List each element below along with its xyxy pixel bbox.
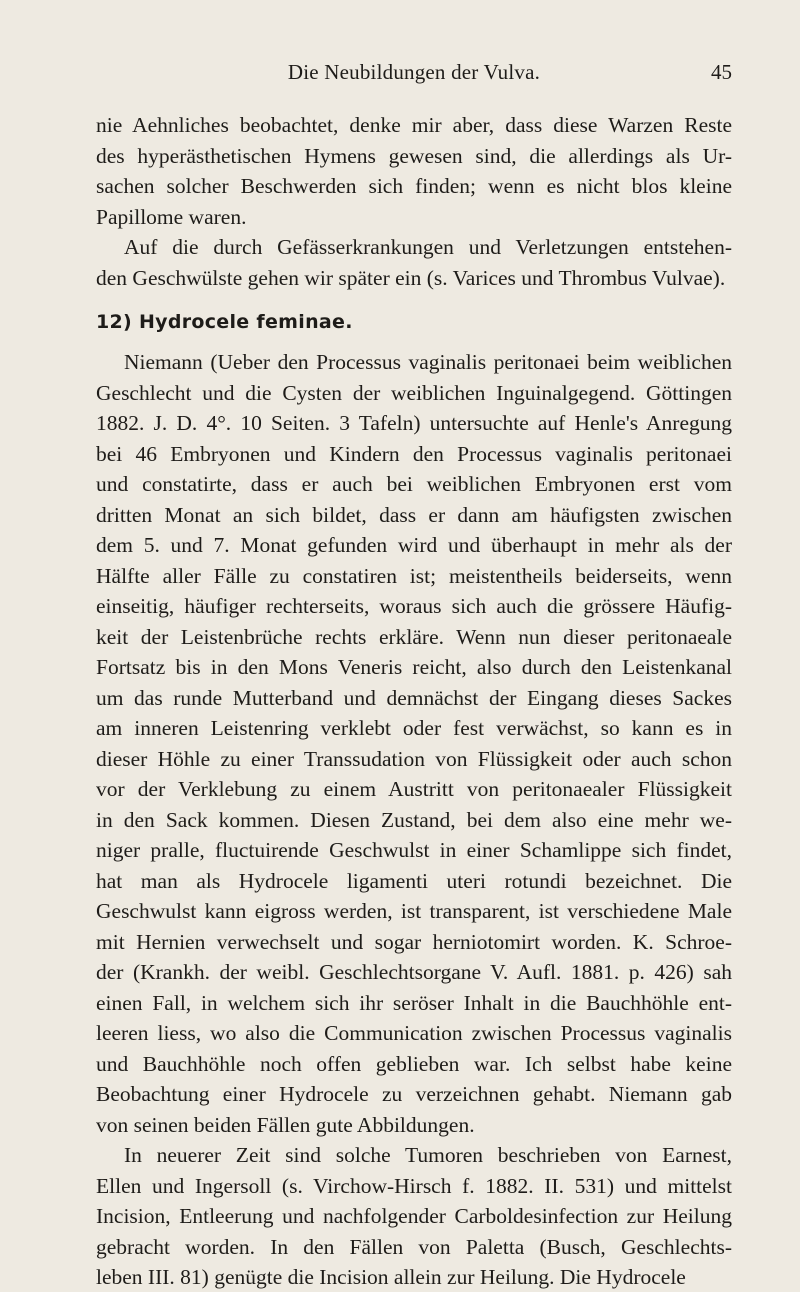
text-line: Incision, Entleerung und nachfolgender Carboldesinfection zur Heilung [96, 1204, 732, 1228]
text-line: Auf die durch Gefässerkrankungen und Verletzungen entstehen- [124, 235, 732, 259]
section-heading: 12) Hydrocele feminae. [96, 311, 353, 333]
text-line: hat man als Hydrocele ligamenti uteri rotundi bezeichnet. Die [96, 868, 732, 893]
text-line: sachen solcher Beschwerden sich finden; wenn es nicht blos kleine [96, 174, 732, 198]
text-line: des hyperästhetischen Hymens gewesen sind, die allerdings als Ur- [96, 143, 732, 168]
text-line: Ellen und Ingersoll (s. Virchow-Hirsch f. 1882. II. 531) und mittelst [96, 1173, 732, 1198]
text-line: Papillome waren. [96, 204, 247, 229]
running-title: Die Neubildungen der Vulva. [287, 60, 541, 84]
text-line: um das runde Mutterband und demnächst der Eingang dieses Sackes [96, 685, 732, 710]
text-line: der (Krankh. der weibl. Geschlechtsorgane V. Aufl. 1881. p. 426) sah [96, 960, 732, 984]
text-line: mit Hernien verwechselt und sogar herniotomirt worden. K. Schroe- [96, 929, 732, 954]
text-line: leben III. 81) genügte die Incision allein zur Heilung. Die Hydrocele [96, 1265, 686, 1289]
running-head [96, 60, 732, 88]
text-line: dem 5. und 7. Monat gefunden wird und überhaupt in mehr als der [96, 533, 732, 557]
text-line: in den Sack kommen. Diesen Zustand, bei dem also eine mehr we- [96, 807, 732, 832]
text-line: vor der Verklebung zu einem Austritt von peritonaealer Flüssigkeit [96, 777, 732, 801]
text-line: niger pralle, fluctuirende Geschwulst in einer Schamlippe sich findet, [96, 838, 732, 862]
text-line: dritten Monat an sich bildet, dass er dann am häufigsten zwischen [96, 502, 732, 527]
text-line: Niemann (Ueber den Processus vaginalis peritonaei beim weiblichen [124, 350, 732, 374]
text-line: einen Fall, in welchem sich ihr seröser Inhalt in die Bauchhöhle ent- [96, 990, 732, 1015]
text-line: nie Aehnliches beobachtet, denke mir aber, dass diese Warzen Reste [96, 113, 732, 137]
text-line: Geschlecht und die Cysten der weiblichen Inguinalgegend. Göttingen [96, 380, 732, 405]
text-line: Beobachtung einer Hydrocele zu verzeichnen gehabt. Niemann gab [96, 1082, 732, 1106]
text-line: dieser Höhle zu einer Transsudation von Flüssigkeit oder auch schon [96, 746, 732, 771]
text-line: am inneren Leistenring verklebt oder fest verwächst, so kann es in [96, 716, 732, 740]
text-line: Geschwulst kann eigross werden, ist transparent, ist verschiedene Male [96, 899, 732, 923]
body-text [96, 110, 732, 1292]
text-line: und Bauchhöhle noch offen geblieben war. Ich selbst habe keine [96, 1051, 732, 1076]
text-line: Fortsatz bis in den Mons Veneris reicht, also durch den Leistenkanal [96, 655, 732, 679]
text-line: den Geschwülste gehen wir später ein (s. Varices und Thrombus Vulvae). [96, 265, 726, 290]
text-line: leeren liess, wo also die Communication zwischen Processus vaginalis [96, 1021, 732, 1045]
text-line: Hälfte aller Fälle zu constatiren ist; meistentheils beiderseits, wenn [96, 563, 732, 588]
text-line: In neuerer Zeit sind solche Tumoren beschrieben von Earnest, [124, 1143, 732, 1167]
text-line: und constatirte, dass er auch bei weiblichen Embryonen erst vom [96, 472, 732, 496]
text-line: einseitig, häufiger rechterseits, woraus sich auch die grössere Häufig- [96, 594, 732, 618]
text-line: gebracht worden. In den Fällen von Paletta (Busch, Geschlechts- [96, 1234, 732, 1259]
text-line: bei 46 Embryonen und Kindern den Processus vaginalis peritonaei [96, 441, 732, 466]
text-line: keit der Leistenbrüche rechts erkläre. Wenn nun dieser peritonaeale [96, 624, 732, 649]
text-line: 1882. J. D. 4°. 10 Seiten. 3 Tafeln) untersuchte auf Henle's Anregung [96, 411, 732, 435]
page-number: 45 [711, 60, 732, 84]
text-line: von seinen beiden Fällen gute Abbildungen. [96, 1112, 475, 1137]
